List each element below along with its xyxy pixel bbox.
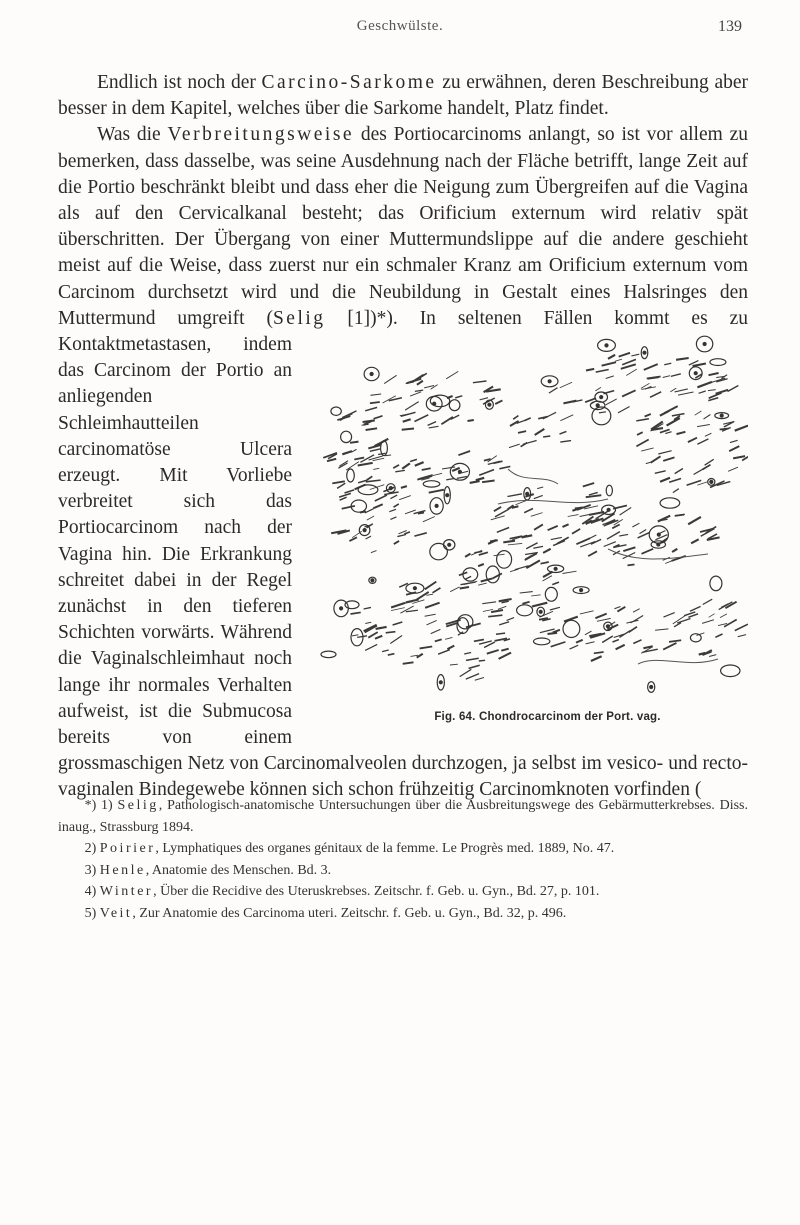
- text-run: [1])*).: [325, 307, 420, 329]
- footnote: [58, 795, 748, 838]
- footnote-text: , Zur Anatomie des Carcinoma uteri. Zeitschr. f. Geb. u. Gyn., Bd. 32, p. 496.: [132, 905, 567, 921]
- footnote-author: Poirier: [99, 841, 156, 857]
- histology-illustration: [308, 334, 748, 702]
- footnote-number: 3): [84, 862, 100, 878]
- footnote-number: 2): [84, 841, 100, 857]
- footnote-author: Henle: [99, 862, 146, 878]
- paragraph-carcino-sarkome: [58, 70, 748, 122]
- footnote-author: Winter: [99, 884, 154, 900]
- footnote: [58, 881, 748, 903]
- tissue-hatching: [323, 353, 748, 681]
- text-run: zu erwähnen, deren Beschreibung aber besser in dem Kapitel, welches über die Sarkome handelt, Platz findet.: [58, 72, 748, 120]
- footnote-text: , Anatomie des Menschen. Bd. 3.: [145, 862, 332, 878]
- figure-caption: Fig. 64. Chondrocarcinom der Port. vag.: [434, 711, 661, 724]
- footnote-author: Veit: [99, 905, 133, 921]
- footnote-text: , Pathologisch-anatomische Untersuchungen über die Ausbreitungswege des Gebärmutterkrebses. Diss. inaug., Strassburg 1894.: [58, 798, 748, 835]
- footnote: [58, 860, 748, 882]
- page-header: [0, 18, 800, 40]
- emphasis-term: Verbreitungsweise: [167, 124, 355, 146]
- page-number: 139: [718, 18, 742, 35]
- footnote-text: , Lymphatiques des organes génitaux de la femme. Le Progrès med. 1889, No. 47.: [155, 841, 615, 857]
- footnotes: [58, 795, 748, 925]
- footnote-text: , Über die Recidive des Uteruskrebses. Zeitschr. f. Geb. u. Gyn., Bd. 27, p. 101.: [153, 884, 600, 900]
- footnote: [58, 903, 748, 925]
- author-citation: Selig: [272, 307, 326, 329]
- paragraph-verbreitungsweise: [58, 122, 748, 803]
- text-run: Was die: [97, 124, 168, 146]
- footnote-author: Selig: [117, 798, 159, 813]
- running-title: Geschwülste.: [356, 18, 444, 34]
- text-run: des Portiocarcinoms anlangt, so ist vor allem zu bemerken, dass dasselbe, was seine Ausdehnung nach der Fläche betrifft, lange Zeit auf die Portio beschränkt bleibt und dass eher die Neigung zum Übergreifen auf die Vagina als auf den Cervicalkanal besteht; das Orificium externum wird relativ spät überschritten. Der Übergang von einer Muttermundslippe auf die andere geschieht meist auf die Weise, dass zuerst nur ein schmaler Kranz am Orificium externum vom Carcinom durchsetzt wird und die Neubildung in Gestalt eines Halsringes den Muttermund umgreift (: [58, 124, 748, 329]
- footnote-number: *) 1): [84, 798, 118, 813]
- text-run: In seltenen Fällen kommt es zu Kontaktmetastasen, indem das Carcinom der Portio an anliegenden Schleimhautteilen carcinomatöse Ulcera erzeugt. Mit Vorliebe verbreitet sich das Portiocarcinom nach der Vagina hin. Die Erkrankung schreitet dabei in der Regel zunächst in den tieferen Schichten vorwärts. Während die Vaginalschleimhaut noch lange ihr normales Verhalten aufweist, ist die Submucosa bereits von einem grossmaschigen Netz von Carcinomalveolen durchzogen, ja selbst im vesico- und recto-vaginalen Bindegewebe können sich schon frühzeitig Carcinomknoten vorfinden (: [58, 307, 748, 801]
- emphasis-term: Carcino-Sarkome: [261, 72, 437, 93]
- footnote: [58, 838, 748, 860]
- footnote-number: 4): [84, 884, 100, 900]
- body-text: [58, 70, 748, 804]
- cartilage-cells: [321, 336, 740, 692]
- footnote-number: 5): [84, 905, 100, 921]
- text-run: Endlich ist noch der: [97, 72, 262, 93]
